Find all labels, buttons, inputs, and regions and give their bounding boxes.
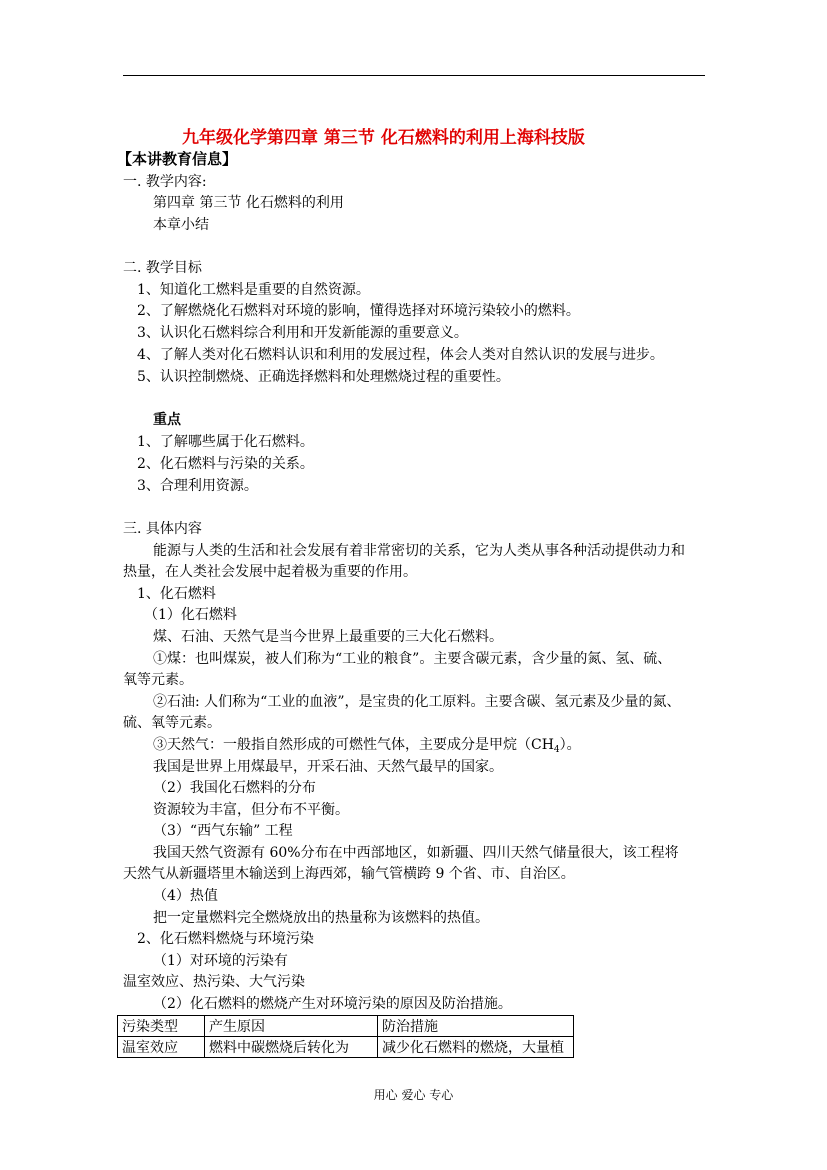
goal-item: 3、认识化石燃料综合利用和开发新能源的重要意义。 — [137, 325, 468, 341]
key-point-item: 2、化石燃料与污染的关系。 — [137, 456, 314, 472]
subsection-item: （1）对环境的污染有 — [153, 953, 288, 969]
goal-item: 5、认识控制燃烧、正确选择燃料和处理燃烧过程的重要性。 — [137, 369, 510, 385]
natural-gas-text: ③天然气：一般指自然形成的可燃性气体，主要成分是甲烷（CH — [153, 737, 554, 753]
section-3-heading: 三. 具体内容 — [123, 521, 202, 537]
section-1-line: 第四章 第三节 化石燃料的利用 — [153, 195, 344, 211]
table-header-cell: 产生原因 — [205, 1016, 378, 1037]
coal-paragraph: 氧等元素。 — [123, 672, 193, 688]
paragraph-line: 温室效应、热污染、大气污染 — [123, 974, 305, 990]
project-paragraph: 我国天然气资源有 60%分布在中西部地区，如新疆、四川天然气储量很大，该工程将 — [153, 845, 679, 861]
intro-paragraph: 热量，在人类社会发展中起着极为重要的作用。 — [123, 564, 417, 580]
info-heading: 【本讲教育信息】 — [117, 150, 238, 168]
section-2-heading: 二. 教学目标 — [123, 260, 202, 276]
paragraph-line: 煤、石油、天然气是当今世界上最重要的三大化石燃料。 — [153, 629, 503, 645]
page-footer: 用心 爱心 专心 — [373, 1088, 454, 1102]
natural-gas-paragraph — [153, 736, 581, 759]
oil-paragraph: 硫、氧等元素。 — [123, 715, 221, 731]
subsection-heading: 2、化石燃料燃烧与环境污染 — [137, 931, 314, 947]
table-cell: 燃料中碳燃烧后转化为 — [205, 1037, 378, 1058]
subsection-heading: 1、化石燃料 — [137, 586, 216, 602]
subsection-item: （1）化石燃料 — [144, 607, 237, 623]
subsection-item: （4）热值 — [153, 888, 218, 904]
paragraph-line: 我国是世界上用煤最早，开采石油、天然气最早的国家。 — [153, 759, 503, 775]
project-paragraph: 天然气从新疆塔里木输送到上海西郊，输气管横跨 9 个省、市、自治区。 — [123, 866, 575, 882]
table-cell: 温室效应 — [118, 1037, 205, 1058]
natural-gas-text-end: ）。 — [559, 737, 581, 753]
key-point-item: 1、了解哪些属于化石燃料。 — [137, 434, 314, 450]
goal-item: 1、知道化工燃料是重要的自然资源。 — [137, 282, 370, 298]
table-cell: 减少化石燃料的燃烧，大量植 — [378, 1037, 574, 1058]
subsection-item: （3）“西气东输” 工程 — [153, 823, 293, 839]
goal-item: 4、了解人类对化石燃料认识和利用的发展过程，体会人类对自然认识的发展与进步。 — [137, 347, 664, 363]
intro-paragraph: 能源与人类的生活和社会发展有着非常密切的关系，它为人类从事各种活动提供动力和 — [153, 543, 685, 559]
key-point-item: 3、合理利用资源。 — [137, 478, 258, 494]
table-header-row — [118, 1016, 574, 1037]
paragraph-line: 把一定量燃料完全燃烧放出的热量称为该燃料的热值。 — [153, 910, 489, 926]
section-1-heading: 一. 教学内容: — [123, 174, 207, 190]
table-row — [118, 1037, 574, 1058]
pollution-table — [117, 1015, 574, 1058]
table-header-cell: 污染类型 — [118, 1016, 205, 1037]
subsection-item: （2）化石燃料的燃烧产生对环境污染的原因及防治措施。 — [153, 996, 512, 1012]
coal-paragraph: ①煤：也叫煤炭，被人们称为“工业的粮食”。主要含碳元素，含少量的氮、氢、硫、 — [153, 651, 672, 667]
table-header-cell: 防治措施 — [378, 1016, 574, 1037]
header-rule — [123, 75, 705, 76]
key-points-heading: 重点 — [153, 412, 181, 428]
subscript-4: 4 — [553, 745, 560, 755]
section-1-line: 本章小结 — [153, 217, 209, 233]
oil-paragraph: ②石油: 人们称为“工业的血液”，是宝贵的化工原料。主要含碳、氢元素及少量的氮、 — [153, 694, 681, 710]
goal-item: 2、了解燃烧化石燃料对环境的影响，懂得选择对环境污染较小的燃料。 — [137, 303, 580, 319]
subsection-item: （2）我国化石燃料的分布 — [153, 780, 316, 796]
document-title: 九年级化学第四章 第三节 化石燃料的利用上海科技版 — [182, 128, 585, 148]
paragraph-line: 资源较为丰富，但分布不平衡。 — [153, 802, 349, 818]
